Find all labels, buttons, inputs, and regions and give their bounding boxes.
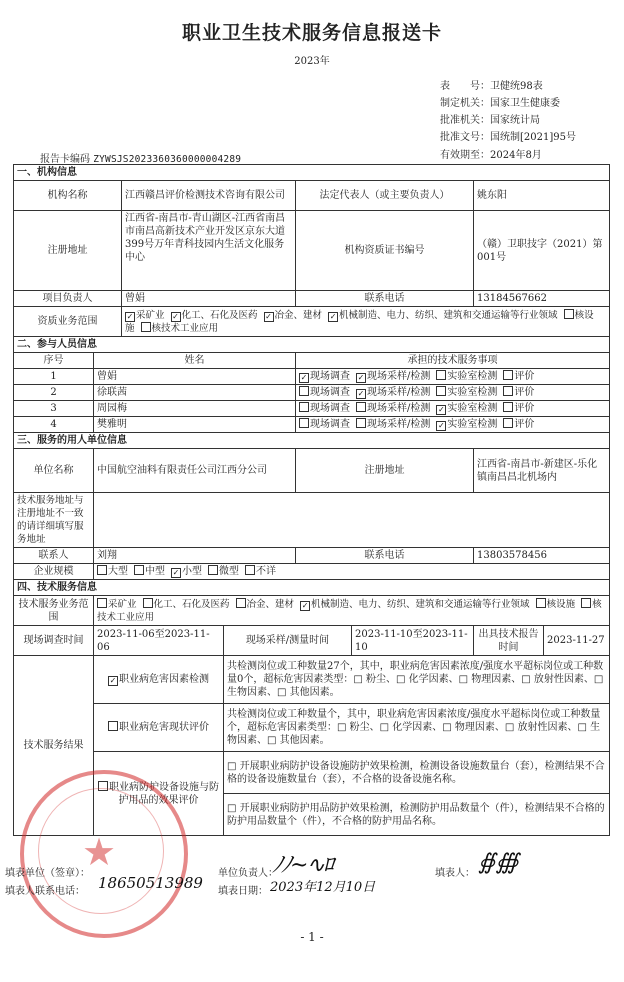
r3-checkbox[interactable] [98,781,108,791]
duty-checkbox[interactable] [356,418,366,428]
person-row [14,369,610,385]
option-label: 采矿业 [136,309,165,321]
option-item [134,566,165,577]
person-row [14,385,610,401]
unit-name: 中国航空油料有限责任公司江西分公司 [94,449,296,493]
report-code [40,150,241,165]
duty-checkbox[interactable] [503,402,513,412]
people-list [14,369,610,433]
option-label: 冶金、建材 [246,598,295,610]
option-label: 机械制造、电力、纺织、建筑和交通运输等行业领域 [339,309,558,321]
unit-reg-address: 江西省-南昌市-新建区-乐化镇南昌昌北机场内 [474,449,610,493]
project-lead: 曾娟 [122,291,296,307]
option-label: 机械制造、电力、纺织、建筑和交通运输等行业领域 [311,598,530,610]
contact: 刘翔 [94,548,296,564]
col-duty: 承担的技术服务事项 [296,353,610,369]
person-row [14,401,610,417]
scale-label: 企业规模 [14,564,94,580]
person-name: 曾娟 [94,369,296,385]
option-checkbox[interactable] [564,309,574,319]
section1-title: 一、机构信息 [14,165,610,181]
phone: 13184567662 [474,291,610,307]
legal-rep: 姚东阳 [474,181,610,211]
project-lead-label: 项目负责人 [14,291,122,307]
option-checkbox[interactable] [328,312,338,322]
section4-title: 四、技术服务信息 [14,580,610,596]
duty-label: 实验室检测 [447,371,498,382]
option-checkbox[interactable] [245,565,255,575]
approval-no-label: 批准文号： [440,132,490,143]
person-duties [296,401,610,417]
r2-text: 共检测岗位或工种数量个，其中，职业病危害因素浓度/强度水平超标岗位或工种数量个，超标危害因素类型：□ 粉尘、□ 化学因素、□ 物理因素、□ 放射性因素、□ 生物因素、□ 其他因素。 [224,704,610,752]
duty-label: 现场采样/检测 [367,387,431,398]
option-label: 微型 [219,566,239,577]
r1-label: 职业病危害因素检测 [119,674,209,685]
option-item [97,599,137,610]
option-label: 化工、石化及医药 [153,598,230,610]
info-form [13,164,610,836]
option-checkbox[interactable] [300,601,310,611]
r2-checkbox[interactable] [108,721,118,731]
option-item [171,310,258,321]
option-item [208,566,239,577]
diff-address [94,493,610,548]
form-no: 卫健统98表 [490,81,543,92]
option-item [328,310,558,321]
duty-label: 现场采样/检测 [367,403,431,414]
duty-checkbox[interactable] [299,373,309,383]
option-checkbox[interactable] [143,598,153,608]
option-label: 核设施 [125,309,594,334]
section2-title: 二、参与人员信息 [14,337,610,353]
scope-options [122,307,610,337]
r2-label: 职业病危害现状评价 [119,722,209,733]
filler-phone: 18650513989 [98,874,203,892]
approval-no: 国统制[2021]95号 [490,132,576,143]
report-year: 2023年 [294,56,330,67]
person-name: 樊雅明 [94,417,296,433]
fill-unit-label: 填表单位（签章）： [5,868,90,879]
option-label: 大型 [108,566,128,577]
legal-rep-label: 法定代表人（或主要负责人） [296,181,474,211]
person-no: 4 [14,417,94,433]
filler-phone-label: 填表人联系电话： [5,886,85,897]
option-checkbox[interactable] [581,598,591,608]
col-no: 序号 [14,353,94,369]
duty-checkbox[interactable] [503,386,513,396]
scale-options [94,564,610,580]
page-title: 职业卫生技术服务信息报送卡 [181,22,442,44]
option-item [97,566,128,577]
org-name: 江西赣昌评价检测技术咨询有限公司 [122,181,296,211]
option-checkbox[interactable] [536,598,546,608]
official-seal: ★ [20,770,188,938]
sampling-time-label: 现场采样/测量时间 [224,626,352,656]
duty-label: 现场采样/检测 [367,419,431,430]
person-no: 2 [14,385,94,401]
unit-lead-signature: ﾉﾉ~∿ﾛ [272,853,332,878]
result-evaluation [94,704,224,752]
option-label: 核设施 [546,598,576,610]
person-name: 周园梅 [94,401,296,417]
fill-date: 2023年12月10日 [270,880,376,895]
option-checkbox[interactable] [236,598,246,608]
duty-label: 评价 [514,403,535,414]
duty-label: 现场调查 [310,419,350,430]
person-row [14,417,610,433]
option-label: 核技术工业应用 [97,598,602,623]
option-checkbox[interactable] [141,322,151,332]
form-no-label: 表 号： [440,81,490,92]
option-checkbox[interactable] [97,565,107,575]
result-label: 技术服务结果 [14,656,94,836]
person-no: 3 [14,401,94,417]
option-label: 核技术工业应用 [151,322,219,334]
phone-label: 联系电话 [296,291,474,307]
duty-label: 现场调查 [310,387,350,398]
option-item [141,323,219,334]
contact-label: 联系人 [14,548,94,564]
diff-address-label: 技术服务地址与注册地址不一致的请详细填写服务地址 [14,493,94,548]
duty-checkbox[interactable] [503,418,513,428]
report-code-value: ZYWSJS2023360360000004289 [93,154,242,165]
option-checkbox[interactable] [134,565,144,575]
duty-checkbox[interactable] [299,402,309,412]
filler-signature: ∯∰ [478,850,519,875]
duty-label: 现场调查 [310,403,350,414]
person-duties [296,385,610,401]
option-checkbox[interactable] [208,565,218,575]
person-name: 徐联茜 [94,385,296,401]
option-item [536,599,576,610]
option-label: 小型 [182,566,202,577]
option-checkbox[interactable] [171,568,181,578]
duty-checkbox[interactable] [436,405,446,415]
r3-text-a: □ 开展职业病防护设备设施防护效果检测，检测设备设施数量台（套），检测结果不合格的设备设施数量台（套），不合格的设备设施名称。 [224,752,610,794]
option-checkbox[interactable] [97,598,107,608]
duty-label: 现场调查 [310,371,350,382]
option-item [236,599,295,610]
duty-checkbox[interactable] [503,370,513,380]
maker-label: 制定机关： [440,98,490,109]
option-label: 化工、石化及医药 [181,309,258,321]
sampling-time: 2023-11-10至2023-11-10 [352,626,474,656]
survey-time-label: 现场调查时间 [14,626,94,656]
duty-checkbox[interactable] [356,402,366,412]
option-label: 中型 [145,566,165,577]
duty-label: 实验室检测 [447,403,498,414]
approver: 国家统计局 [490,115,540,126]
survey-time: 2023-11-06至2023-11-06 [94,626,224,656]
reg-address-label: 注册地址 [14,211,122,291]
option-label: 冶金、建材 [274,309,323,321]
option-label: 不详 [256,566,276,577]
cert-no-label: 机构资质证书编号 [296,211,474,291]
option-item [300,599,530,610]
result-detection [94,656,224,704]
col-name: 姓名 [94,353,296,369]
option-label: 采矿业 [108,598,137,610]
service-scope-options [94,596,610,626]
duty-checkbox[interactable] [436,386,446,396]
r3-label: 职业病防护设备设施与防护用品的效果评价 [109,781,219,806]
result-protection [94,752,224,836]
duty-label: 实验室检测 [447,419,498,430]
approver-label: 批准机关： [440,115,490,126]
report-time-label: 出具技术报告时间 [474,626,544,656]
duty-checkbox[interactable] [356,373,366,383]
option-checkbox[interactable] [264,312,274,322]
option-item [125,310,165,321]
option-item [171,566,202,577]
form-meta [440,78,576,146]
duty-checkbox[interactable] [436,370,446,380]
person-duties [296,417,610,433]
duty-label: 评价 [514,387,535,398]
contact-phone: 13803578456 [474,548,610,564]
option-item [245,566,276,577]
unit-reg-address-label: 注册地址 [296,449,474,493]
option-item [264,310,323,321]
section3-title: 三、服务的用人单位信息 [14,433,610,449]
maker: 国家卫生健康委 [490,98,560,109]
option-item [143,599,230,610]
unit-lead-label: 单位负责人： [218,868,278,879]
scope-label: 资质业务范围 [14,307,122,337]
duty-label: 实验室检测 [447,387,498,398]
service-scope-label: 技术服务业务范围 [14,596,94,626]
filler-label: 填表人： [435,868,475,879]
duty-checkbox[interactable] [436,421,446,431]
page-number: - 1 - [300,930,324,944]
r1-checkbox[interactable] [108,676,118,686]
person-duties [296,369,610,385]
duty-checkbox[interactable] [356,389,366,399]
duty-label: 现场采样/检测 [367,371,431,382]
fill-date-label: 填表日期： [218,886,268,897]
report-code-label: 报告卡编码 [40,154,90,165]
person-no: 1 [14,369,94,385]
option-checkbox[interactable] [125,312,135,322]
duty-checkbox[interactable] [299,418,309,428]
unit-name-label: 单位名称 [14,449,94,493]
duty-label: 评价 [514,419,535,430]
r3-text-b: □ 开展职业病防护用品防护效果检测，检测防护用品数量个（件），检测结果不合格的防护用品数量个（件），不合格的防护用品名称。 [224,794,610,836]
duty-checkbox[interactable] [299,386,309,396]
report-time: 2023-11-27 [544,626,610,656]
r1-text: 共检测岗位或工种数量27个，其中，职业病危害因素浓度/强度水平超标岗位或工种数量0个，超标危害因素类型：□ 粉尘、□ 化学因素、□ 物理因素、□ 放射性因素、□ 生物因素、□ 其他因素。 [224,656,610,704]
contact-phone-label: 联系电话 [296,548,474,564]
org-name-label: 机构名称 [14,181,122,211]
cert-no: （赣）卫职技字（2021）第001号 [474,211,610,291]
duty-label: 评价 [514,371,535,382]
validity: 有效期至：2024年8月 [440,150,542,161]
reg-address: 江西省-南昌市-青山湖区-江西省南昌市南昌高新技术产业开发区京东大道399号万年青科技园内生活文化服务中心 [122,211,296,291]
option-checkbox[interactable] [171,312,181,322]
